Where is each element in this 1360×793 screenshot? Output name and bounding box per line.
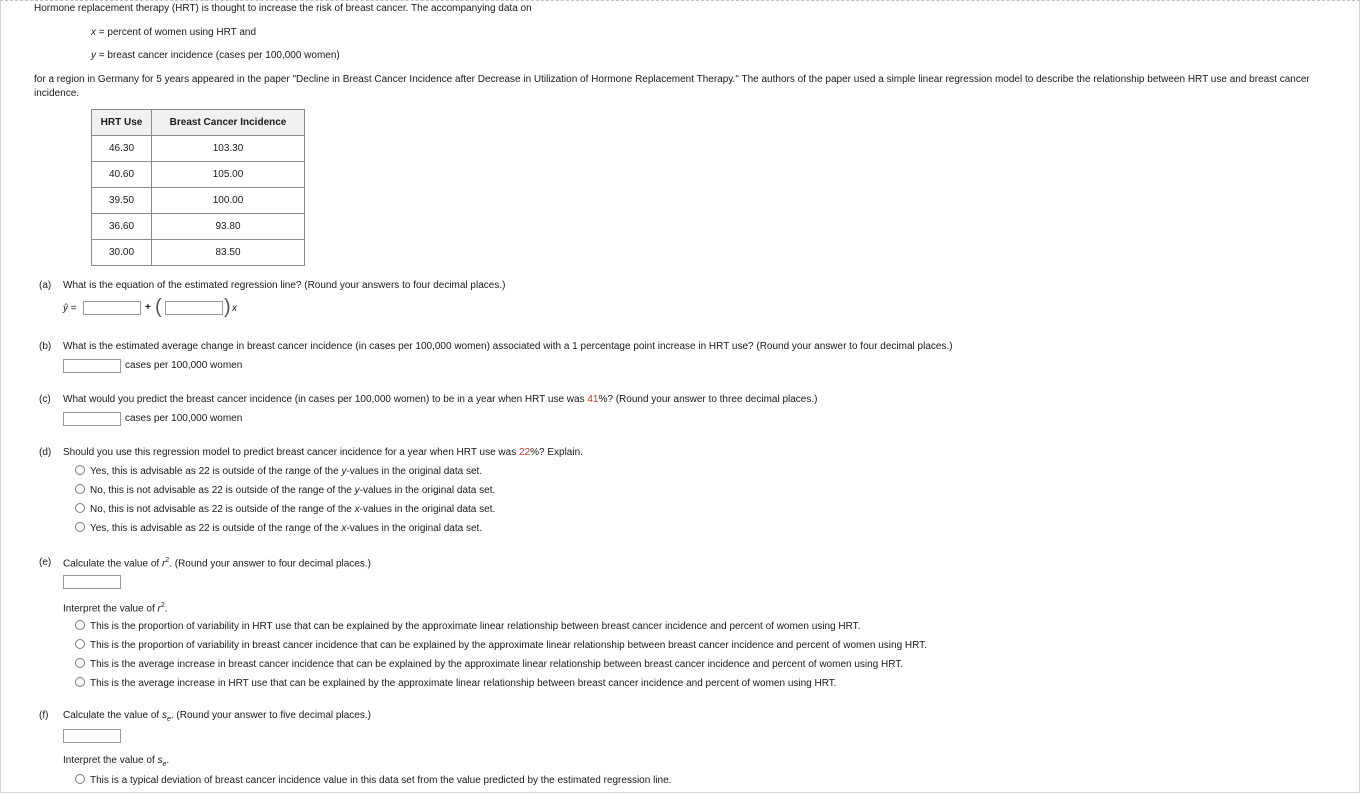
part-f-question: Calculate the value of $s_e$. (Round your answer to five decimal places.) [63, 710, 371, 723]
part-d-option[interactable]: No, this is not advisable as 22 is outside of the range of the x-values in the original data set. [75, 503, 495, 515]
part-e-option[interactable]: This is the average increase in HRT use that can be explained by the approximate linear relationship between breast cancer incidence and percent of women using HRT. [75, 677, 837, 689]
radio-button[interactable] [75, 677, 85, 687]
radio-button[interactable] [75, 658, 85, 668]
intercept-input[interactable] [83, 301, 141, 315]
part-e-option[interactable]: This is the average increase in breast cancer incidence that can be explained by the approximate linear relationship between breast cancer incidence and percent of women using HRT. [75, 658, 903, 670]
part-b-label: (b) [39, 341, 52, 352]
table-row [92, 136, 305, 162]
data-table [91, 109, 305, 266]
part-b-unit: cases per 100,000 women [125, 360, 243, 371]
table-cell: 40.60 [92, 162, 152, 188]
table-row [92, 162, 305, 188]
part-b-input[interactable] [63, 359, 121, 373]
radio-button[interactable] [75, 774, 85, 784]
intro-line: Hormone replacement therapy (HRT) is thought to increase the risk of breast cancer. The accompanying data on [34, 3, 532, 14]
part-e-interpret: Interpret the value of $r^2$. [63, 602, 168, 615]
radio-button[interactable] [75, 620, 85, 630]
table-cell: 103.30 [152, 136, 305, 162]
table-header-incidence: Breast Cancer Incidence [152, 110, 305, 136]
part-a-label: (a) [39, 280, 52, 291]
table-cell: 36.60 [92, 214, 152, 240]
intro-paragraph: for a region in Germany for 5 years appeared in the paper "Decline in Breast Cancer Incidence after Decrease in Utilization of Hormone Replacement Therapy." The authors of the paper used a simple linear regression model to describe the relationship between HRT use and breast cancer incidence. [34, 74, 1310, 99]
close-paren: ) [224, 296, 231, 318]
table-cell: 93.80 [152, 214, 305, 240]
slope-input[interactable] [165, 301, 223, 315]
table-cell: 105.00 [152, 162, 305, 188]
y-hat-symbol: ŷ = [63, 303, 77, 314]
part-d-option[interactable]: Yes, this is advisable as 22 is outside of the range of the y-values in the original data set. [75, 465, 482, 477]
table-row [92, 188, 305, 214]
table-cell: 39.50 [92, 188, 152, 214]
part-c-input[interactable] [63, 412, 121, 426]
part-d-option[interactable]: Yes, this is advisable as 22 is outside of the range of the x-values in the original data set. [75, 522, 482, 534]
part-d-label: (d) [39, 447, 52, 458]
part-e-option[interactable]: This is the proportion of variability in breast cancer incidence that can be explained by the approximate linear relationship between breast cancer incidence and percent of women using HRT. [75, 639, 927, 651]
part-e-label: (e) [39, 557, 52, 568]
radio-button[interactable] [75, 484, 85, 494]
table-cell: 83.50 [152, 240, 305, 266]
part-e-question: Calculate the value of $r^2$. (Round your answer to four decimal places.) [63, 557, 371, 570]
part-a-question: What is the equation of the estimated regression line? (Round your answers to four decimal places.) [63, 280, 506, 291]
radio-button[interactable] [75, 522, 85, 532]
y-definition: y = breast cancer incidence (cases per 100,000 women) [91, 50, 340, 61]
table-cell: 46.30 [92, 136, 152, 162]
radio-button[interactable] [75, 639, 85, 649]
radio-button[interactable] [75, 465, 85, 475]
table-cell: 30.00 [92, 240, 152, 266]
part-b-question: What is the estimated average change in breast cancer incidence (in cases per 100,000 women) associated with a 1 percentage point increase in HRT use? (Round your answer to four decimal places.) [63, 341, 953, 352]
part-f-option[interactable]: This is a typical deviation of breast cancer incidence value in this data set from the value predicted by the estimated regression line. [75, 774, 671, 786]
table-header-hrt: HRT Use [92, 110, 152, 136]
open-paren: ( [155, 296, 162, 318]
part-f-interpret: Interpret the value of $s_e$. [63, 755, 170, 768]
part-f-label: (f) [39, 710, 49, 721]
table-row [92, 214, 305, 240]
part-e-input[interactable] [63, 575, 121, 589]
table-row [92, 240, 305, 266]
x-definition: x = percent of women using HRT and [91, 27, 257, 38]
part-e-option[interactable]: This is the proportion of variability in HRT use that can be explained by the approximate linear relationship between breast cancer incidence and percent of women using HRT. [75, 620, 860, 632]
part-c-label: (c) [39, 394, 51, 405]
radio-button[interactable] [75, 503, 85, 513]
x-variable: x [232, 303, 237, 314]
plus-sign: + [145, 302, 151, 313]
part-f-input[interactable] [63, 729, 121, 743]
part-d-option[interactable]: No, this is not advisable as 22 is outside of the range of the y-values in the original data set. [75, 484, 495, 496]
part-c-unit: cases per 100,000 women [125, 413, 243, 424]
part-c-question: What would you predict the breast cancer incidence (in cases per 100,000 women) to be in a year when HRT use was 41%? (Round your answer to three decimal places.) [63, 394, 818, 405]
part-d-question: Should you use this regression model to predict breast cancer incidence for a year when HRT use was 22%? Explain. [63, 447, 583, 458]
table-cell: 100.00 [152, 188, 305, 214]
